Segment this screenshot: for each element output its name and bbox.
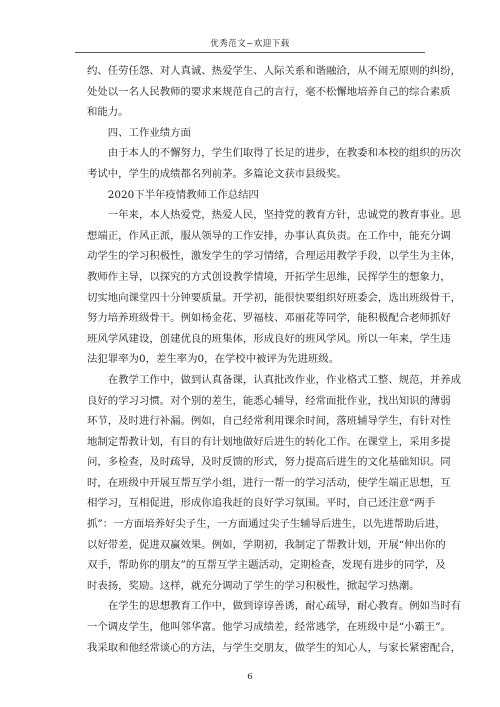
text-line: 一个调皮学生，他叫邻华富。他学习成绩差，经常逃学，在班级中是“小霸王”。 <box>87 621 451 634</box>
text-line: 时表扬，奖励。这样，就充分调动了学生的学习积极性，掀起学习热潮。 <box>87 579 420 592</box>
text-line: 良好的学习习惯。对个别的差生，能悉心辅导，经常面批作业，找出知识的薄弱 <box>87 394 451 407</box>
text-line: 四、工作业绩方面 <box>87 126 191 139</box>
text-line: 抓”：一方面培养好尖子生，一方面通过尖子生辅导后进生，以先进帮助后进， <box>87 518 446 531</box>
text-line: 处处以一名人民教师的要求来规范自己的言行，毫不松懈地培养自己的综合素质 <box>87 85 451 98</box>
text-line: 在教学工作中，做到认真备课，认真批改作业，作业格式工整、规范，并养成 <box>87 373 462 386</box>
text-line: 时，在班级中开展互帮互学小组，进行一帮一的学习活动，使学生端正思想，互 <box>87 476 451 489</box>
text-line: 想端正，作风正派，服从领导的工作安排，办事认真负责。在工作中，能充分调 <box>87 229 451 242</box>
body-text <box>87 61 462 658</box>
text-line: 约、任劳任怨、对人真诚、热爱学生、人际关系和谐融洽，从不闹无原则的纠纷， <box>87 65 462 77</box>
page-number: 6 <box>247 672 253 682</box>
text-line: 切实地向课堂四十分钟要质量。开学初，能很快要组织好班委会，选出班级骨干， <box>87 291 462 304</box>
text-line: 相学习，互相促进，形成你追我赶的良好学习氛围。平时，自己还注意“两手 <box>87 497 436 510</box>
text-line: 地制定帮教计划，有目的有计划地做好后进生的转化工作。在课堂上，采用多提 <box>87 435 451 448</box>
text-line: 动学生的学习积极性，激发学生的学习情绪，合理运用教学手段，以学生为主体， <box>87 250 462 263</box>
text-line: 环节，及时进行补漏。例如，自己经常利用课余时间，落班辅导学生，有针对性 <box>87 415 451 428</box>
header-rule <box>75 52 425 53</box>
text-line: 我采取和他经常谈心的方法，与学生交朋友，做学生的知心人，与家长紧密配合， <box>87 641 462 654</box>
text-line: 教师作主导，以探究的方式创设教学情境，开拓学生思维，民挥学生的想象力， <box>87 270 451 283</box>
text-line: 以好带差，促进双赢效果。例如，学期初，我制定了帮教计划，开展“伸出你的 <box>87 538 446 551</box>
text-line: 由于本人的不懈努力，学生们取得了长足的进步，在教委和本校的组织的历次 <box>87 147 462 160</box>
text-line: 班风学风建设，创建优良的班集体，形成良好的班风学风。所以一年来，学生违 <box>87 332 451 345</box>
page-header: 优秀范文~欢迎下载 <box>210 39 290 49</box>
text-line: 2020下半年疫情教师工作总结四 <box>87 188 259 201</box>
text-line: 法犯罪率为0，差生率为0，在学校中被评为先进班级。 <box>87 353 340 366</box>
text-line: 努力培养班级骨干。例如杨金花、罗福枝、邓丽花等同学，能积极配合老师抓好 <box>87 312 451 325</box>
text-line: 在学生的思想教育工作中，做到谆谆善诱，耐心疏导，耐心教育。例如当时有 <box>87 600 462 613</box>
text-line: 问，多检查，及时疏导，及时反馈的形式，努力提高后进生的文化基础知识。同 <box>87 456 451 469</box>
text-line: 和能力。 <box>87 106 129 119</box>
text-line: 一年来，本人热爱党，热爱人民，坚持党的教育方针，忠诚党的教育事业。思 <box>87 209 462 222</box>
text-line: 双手，帮助你的朋友”的互帮互学主题活动，定期检查，发现有进步的同学，及 <box>87 559 446 572</box>
text-line: 考试中，学生的成绩都名列前茅。多篇论文获市县级奖。 <box>87 167 347 180</box>
